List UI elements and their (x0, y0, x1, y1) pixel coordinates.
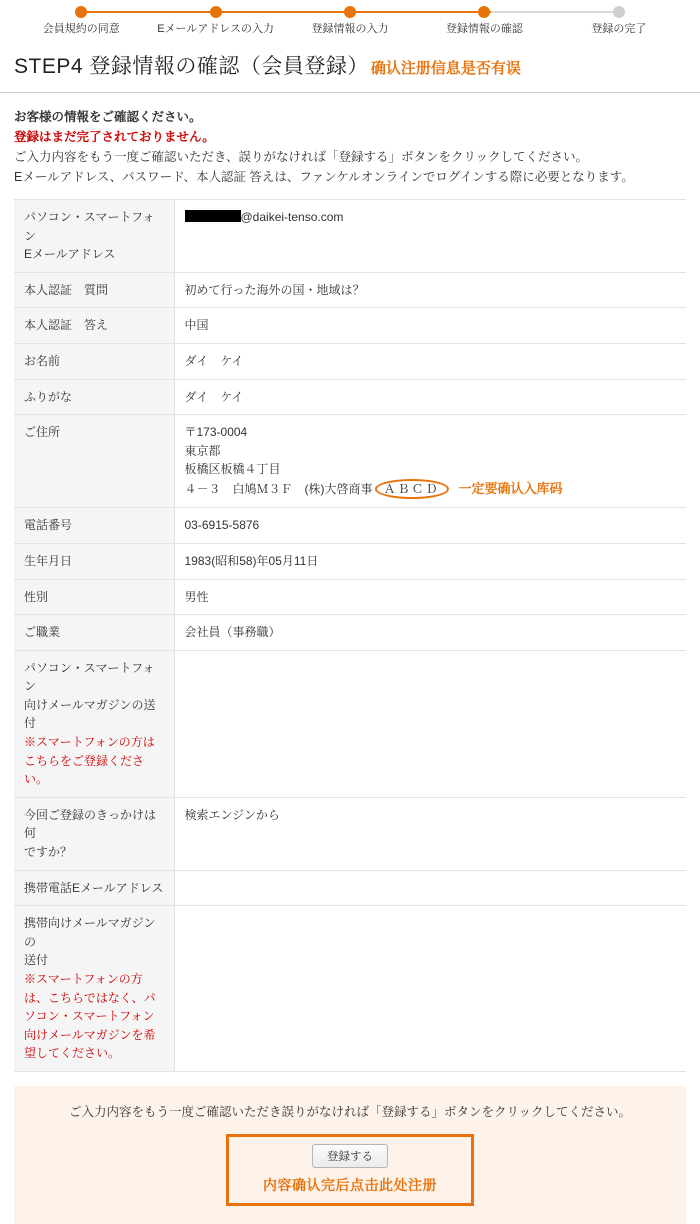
step-dot-icon (613, 6, 625, 18)
step-item-1[interactable] (14, 0, 148, 42)
row-value-email (174, 200, 686, 273)
row-label-line: 今回ご登録のきっかけは何 (24, 807, 157, 841)
step-dot-icon (478, 6, 490, 18)
table-row (14, 343, 686, 379)
row-label-line: 本人認証 答え (24, 318, 109, 333)
row-value-text: @daikei-tenso.com (240, 210, 344, 224)
address-line-with-code (185, 479, 563, 499)
masked-text-block (185, 210, 241, 222)
row-label-pc-newsletter (14, 650, 174, 797)
row-label-email (14, 200, 174, 273)
submit-annotation: 内容确认完后点击此处注册 (263, 1176, 437, 1193)
page-title: STEP4 登録情報の確認（会員登録） (14, 55, 369, 78)
row-label-line: 性別 (24, 589, 49, 604)
row-label-line: お名前 (24, 353, 61, 368)
row-label-line: ご住所 (24, 425, 61, 440)
row-label-line: ご職業 (24, 625, 61, 640)
row-label-line: 本人認証 質問 (24, 282, 109, 297)
step-label: 会員規約の同意 (42, 23, 120, 35)
confirmation-table (14, 199, 686, 1072)
row-label-auth-answer (14, 308, 174, 344)
step-label: 登録の完了 (591, 23, 647, 35)
warehouse-code-annotation: 一定要确认入库码 (458, 481, 563, 497)
table-row (14, 508, 686, 544)
row-value-mobile-email (174, 870, 686, 906)
table-row (14, 615, 686, 651)
row-value-pc-newsletter (174, 650, 686, 797)
intro-text-block (0, 93, 700, 195)
row-label-warning: ※スマートフォンの方はこちらをご登録ください。 (24, 735, 155, 787)
row-label-line: 生年月日 (24, 553, 73, 568)
row-value-referral: 検索エンジンから (184, 807, 280, 822)
row-label-line: 送付 (24, 953, 49, 968)
row-label-gender (14, 579, 174, 615)
row-value-birthdate: 1983(昭和58)年05月11日 (184, 553, 319, 568)
table-row (14, 379, 686, 415)
table-row (14, 415, 686, 508)
row-label-line: 携帯電話Eメールアドレス (24, 880, 164, 895)
row-value-address (174, 415, 686, 508)
row-label-mobile-newsletter (14, 906, 174, 1072)
step-dot-icon (344, 6, 356, 18)
row-label-line: 向けメールマガジンの送付 (24, 697, 156, 731)
step-dot-icon (210, 6, 222, 18)
row-value-phone: 03-6915-5876 (184, 518, 260, 533)
row-label-auth-question (14, 272, 174, 308)
row-label-line: Eメールアドレス (24, 247, 116, 262)
table-row (14, 579, 686, 615)
submit-section (14, 1086, 686, 1224)
step-label: Eメールアドレスの入力 (157, 23, 274, 35)
table-row (14, 650, 686, 797)
row-label-address (14, 415, 174, 508)
row-label-occupation (14, 615, 174, 651)
confirmation-table-wrapper (0, 195, 700, 1072)
address-line: 東京都 (184, 443, 221, 458)
intro-line-3: ご入力内容をもう一度ご確認いただき、誤りがなければ「登録する」ボタンをクリックしてください。 (14, 150, 589, 164)
row-label-line: 携帯向けメールマガジンの (24, 916, 156, 949)
step-dot-icon (75, 6, 87, 18)
register-button[interactable]: 登録する (312, 1144, 388, 1168)
page-title-section (0, 42, 700, 93)
step-label: 登録情報の入力 (311, 23, 389, 35)
row-label-birthdate (14, 543, 174, 579)
row-label-line: ふりがな (24, 389, 73, 404)
address-line: ４－３ 白鳩Ｍ３Ｆ (株)大啓商事 (184, 481, 373, 496)
row-label-line: パソコン・スマートフォン (24, 210, 155, 243)
warehouse-code-circled: ＡＢＣＤ (375, 479, 449, 499)
submit-highlight-box (226, 1134, 474, 1206)
step-item-5[interactable] (552, 0, 686, 42)
row-value-auth-answer: 中国 (184, 318, 209, 333)
step-label: 登録情報の確認 (445, 23, 523, 35)
table-row (14, 272, 686, 308)
row-label-line: パソコン・スマートフォン (24, 660, 155, 694)
row-label-referral (14, 797, 174, 870)
intro-line-2: 登録はまだ完了されておりません。 (14, 130, 215, 144)
row-label-phone (14, 508, 174, 544)
table-row (14, 543, 686, 579)
intro-line-1: お客様の情報をご確認ください。 (14, 110, 202, 124)
row-value-mobile-newsletter (174, 906, 686, 1072)
row-label-kana (14, 379, 174, 415)
row-value-name: ダイ ケイ (184, 353, 244, 368)
step-progress-bar (0, 0, 700, 42)
step-item-4[interactable] (417, 0, 551, 42)
table-row (14, 906, 686, 1072)
table-row (14, 308, 686, 344)
page-title-annotation: 确认注册信息是否有误 (370, 60, 521, 77)
row-value-gender: 男性 (184, 589, 209, 604)
table-row (14, 200, 686, 273)
row-label-line: 電話番号 (24, 518, 73, 533)
row-label-mobile-email (14, 870, 174, 906)
row-value-kana: ダイ ケイ (184, 389, 244, 404)
row-label-warning: ※スマートフォンの方は、こちらではなく、パソコン・スマートフォン向けメールマガジンを希望してください。 (24, 972, 156, 1061)
table-row (14, 870, 686, 906)
row-value-occupation: 会社員（事務職） (184, 625, 281, 640)
address-line: 板橋区板橋４丁目 (184, 462, 281, 477)
submit-note: ご入力内容をもう一度ご確認いただき誤りがなければ「登録する」ボタンをクリックしてください。 (68, 1104, 631, 1119)
address-line: 〒173-0004 (184, 425, 248, 440)
intro-line-4: Eメールアドレス、パスワード、本人認証 答えは、ファンケルオンラインでログインする際に必要となります。 (14, 170, 634, 184)
row-label-line: ですか？ (24, 845, 73, 860)
row-value-auth-question: 初めて行った海外の国・地域は？ (184, 282, 365, 297)
row-label-name (14, 343, 174, 379)
step-item-3[interactable] (283, 0, 417, 42)
table-row (14, 797, 686, 870)
step-item-2[interactable] (148, 0, 282, 42)
